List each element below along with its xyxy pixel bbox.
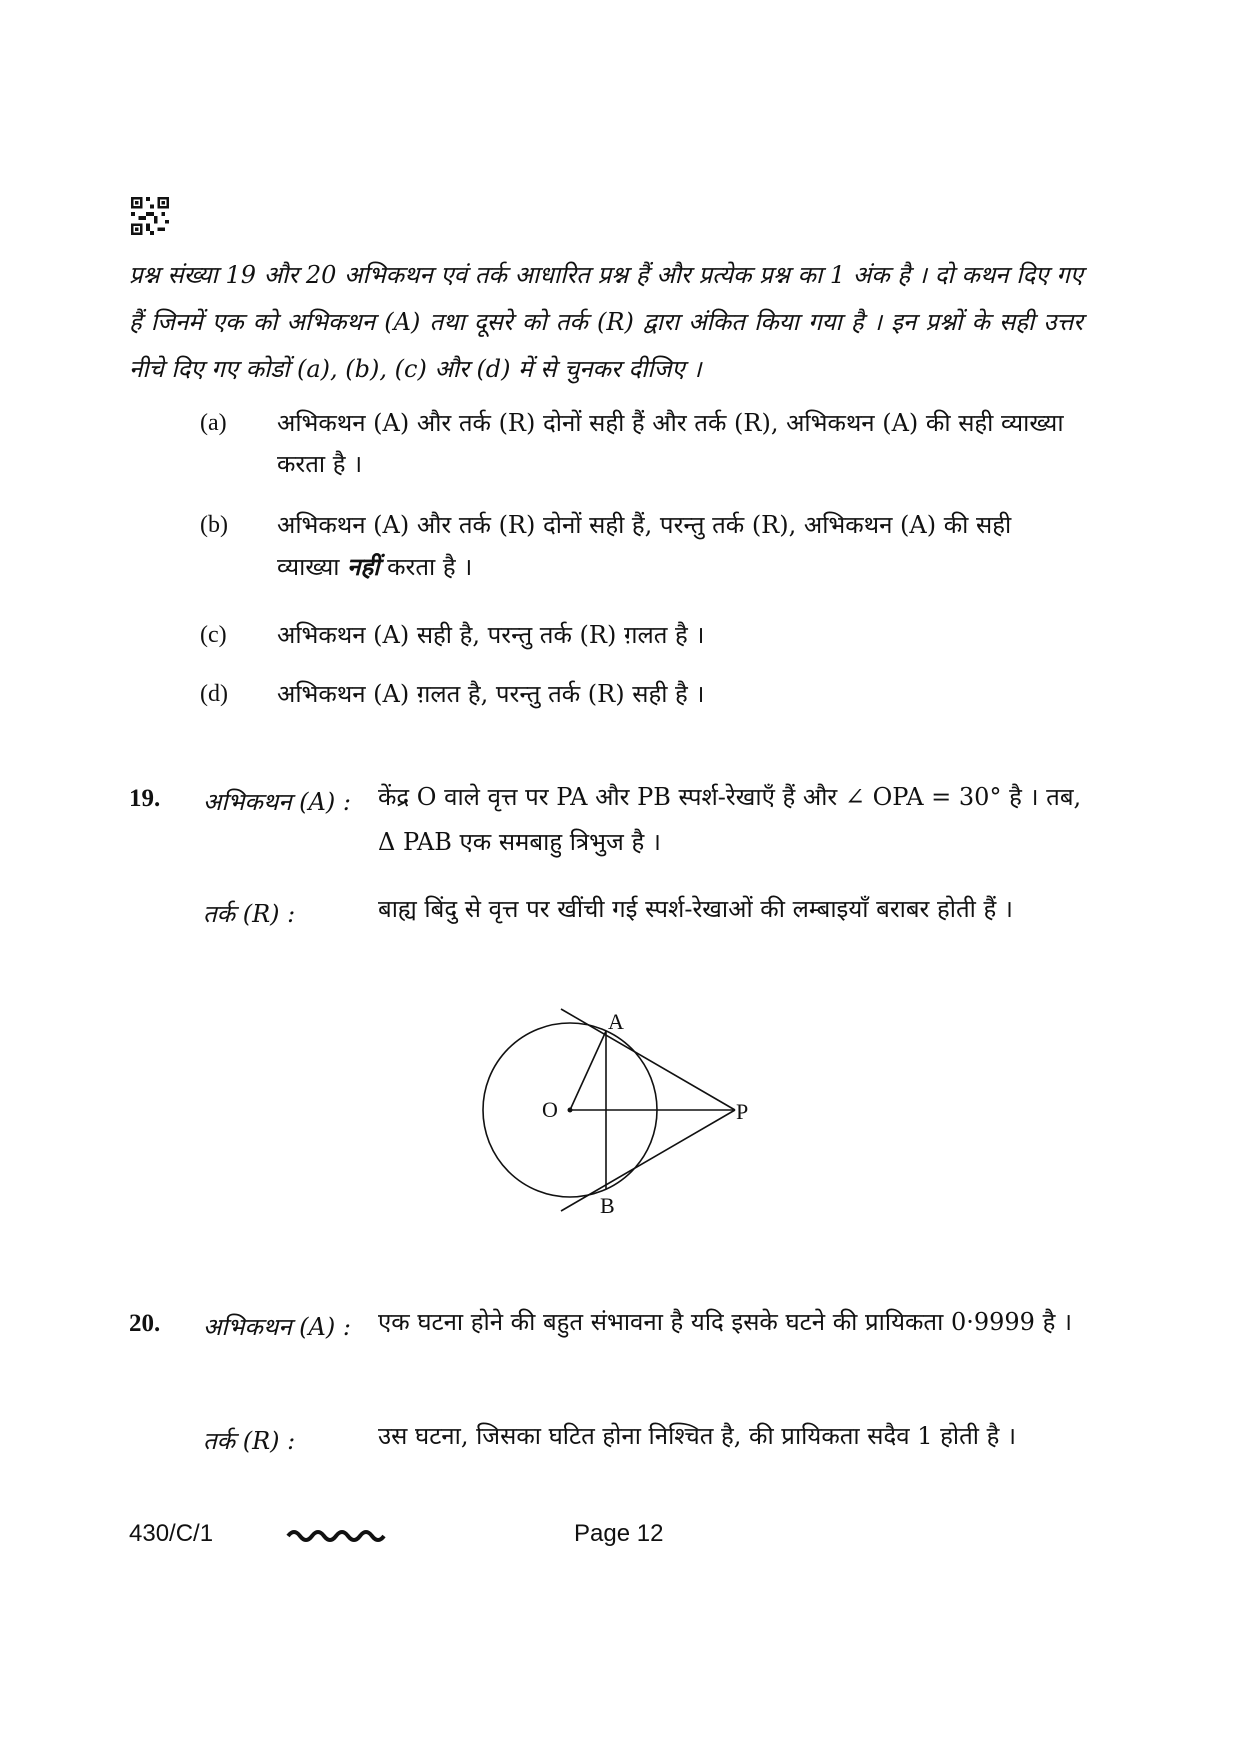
paper-code: 430/C/1 bbox=[129, 1520, 214, 1547]
radius-oa bbox=[570, 1031, 606, 1110]
tangent-pa bbox=[561, 1009, 735, 1110]
assertion-label: अभिकथन (A) : bbox=[203, 788, 351, 816]
center-point bbox=[568, 1108, 573, 1113]
reason-label: तर्क (R) : bbox=[203, 1427, 296, 1455]
option-text bbox=[277, 505, 1077, 588]
option-label: (c) bbox=[200, 622, 227, 648]
option-emphasis: नहीं bbox=[347, 552, 380, 581]
label-o: O bbox=[542, 1097, 558, 1122]
question-number-19: 19. bbox=[129, 785, 161, 812]
question-number-20: 20. bbox=[129, 1310, 161, 1337]
tangent-pb bbox=[561, 1110, 735, 1211]
page-number: Page 12 bbox=[574, 1520, 664, 1547]
assertion-text: केंद्र O वाले वृत्त पर PA और PB स्पर्श-रेखाएँ हैं और ∠ OPA = 30° है । तब, Δ PAB एक समबाहु त्रिभुज है । bbox=[378, 783, 1082, 856]
option-text: अभिकथन (A) और तर्क (R) दोनों सही हैं और तर्क (R), अभिकथन (A) की सही व्याख्या करता है । bbox=[277, 409, 1064, 478]
option-label: (a) bbox=[200, 410, 227, 436]
label-a: A bbox=[608, 1009, 624, 1034]
reason-text: उस घटना, जिसका घटित होना निश्चित है, की प्रायिकता सदैव 1 होती है । bbox=[378, 1422, 1017, 1450]
option-text-before: अभिकथन (A) और तर्क (R) दोनों सही हैं, परन्तु तर्क (R), अभिकथन (A) की सही व्याख्या bbox=[277, 511, 1012, 581]
option-label: (d) bbox=[200, 681, 228, 707]
option-label: (b) bbox=[200, 512, 228, 538]
option-text: अभिकथन (A) ग़लत है, परन्तु तर्क (R) सही है । bbox=[277, 680, 705, 708]
reason-label: तर्क (R) : bbox=[203, 900, 296, 928]
assertion-label: अभिकथन (A) : bbox=[203, 1313, 351, 1341]
option-text-after: करता है । bbox=[387, 553, 473, 581]
tilde-decoration-icon bbox=[286, 1522, 386, 1546]
qr-code-icon bbox=[131, 197, 169, 235]
tangent-figure bbox=[470, 1005, 770, 1235]
instructions-text: प्रश्न संख्या 19 और 20 अभिकथन एवं तर्क आधारित प्रश्न हैं और प्रत्येक प्रश्न का 1 अंक है । दो कथन दिए गए हैं जिनमें एक को अभिकथन (A) तथा दूसरे को तर्क (R) द्वारा अंकित किया गया है । इन प्रश्नों के सही उत्तर नीचे दिए गए कोडों (a), (b), (c) और (d) में से चुनकर दीजिए । bbox=[129, 261, 1083, 383]
label-b: B bbox=[600, 1193, 615, 1218]
assertion-text: एक घटना होने की बहुत संभावना है यदि इसके घटने की प्रायिकता 0·9999 है । bbox=[378, 1308, 1073, 1336]
reason-text: बाह्य बिंदु से वृत्त पर खींची गई स्पर्श-रेखाओं की लम्बाइयाँ बराबर होती हैं । bbox=[378, 895, 1013, 923]
option-text: अभिकथन (A) सही है, परन्तु तर्क (R) ग़लत है । bbox=[277, 621, 705, 649]
label-p: P bbox=[736, 1099, 749, 1124]
